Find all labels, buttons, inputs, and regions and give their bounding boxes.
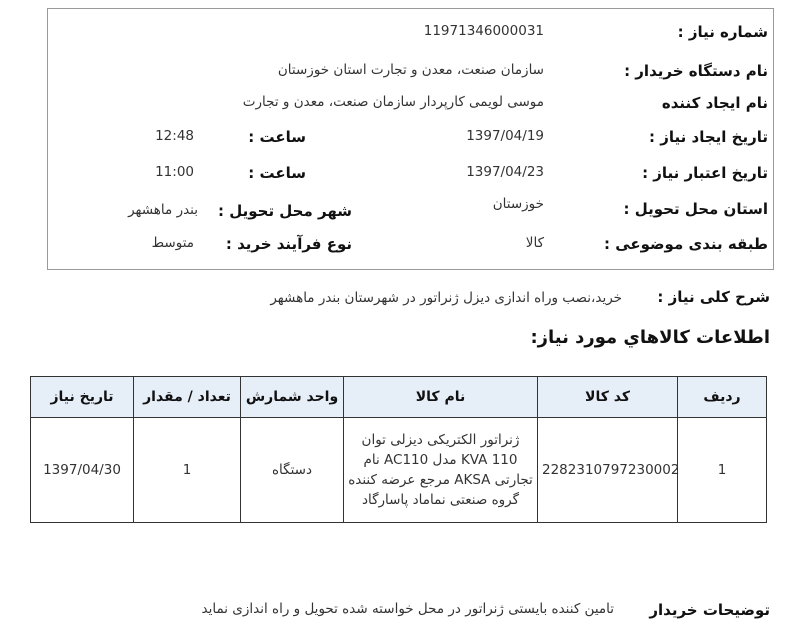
delivery-province-label: استان محل تحویل : xyxy=(623,200,768,218)
goods-name: ژنراتور الکتریکی دیزلی توان 110 KVA مدل AC110 نام تجارتی AKSA مرجع عرضه کننده گروه صنعتی نماماد پاسارگاد xyxy=(344,418,538,523)
valid-time-value: 11:00 xyxy=(155,164,194,180)
summary-value: خرید،نصب وراه اندازی دیزل ژنراتور در شهرستان بندر ماهشهر xyxy=(270,290,622,306)
valid-date-label: تاریخ اعتبار نیاز : xyxy=(642,164,768,182)
delivery-province-value: خوزستان xyxy=(492,196,544,212)
buyer-org-label: نام دستگاه خریدار : xyxy=(624,62,768,80)
tender-number-value: 11971346000031 xyxy=(423,23,544,39)
buyer-notes-value: تامین کننده بایستی ژنراتور در محل خواسته شده تحویل و راه اندازی نماید xyxy=(201,601,614,617)
buyer-notes-label: توضیحات خریدار xyxy=(649,601,770,619)
row-number: 1 xyxy=(678,418,767,523)
created-date-label: تاریخ ایجاد نیاز : xyxy=(649,128,768,146)
delivery-city-value: بندر ماهشهر xyxy=(128,202,198,218)
created-date-value: 1397/04/19 xyxy=(466,128,544,144)
tender-number-label: شماره نیاز : xyxy=(677,23,768,41)
goods-table-header xyxy=(31,377,767,418)
process-type-label: نوع فرآیند خرید : xyxy=(225,235,352,253)
header-quantity: تعداد / مقدار xyxy=(134,377,241,418)
header-need-date: تاریخ نیاز xyxy=(31,377,134,418)
creator-value: موسی لویمی کارپردار سازمان صنعت، معدن و تجارت xyxy=(242,94,544,110)
category-value: کالا xyxy=(525,235,544,251)
header-goods-name: نام کالا xyxy=(344,377,538,418)
created-time-label: ساعت : xyxy=(248,128,306,146)
delivery-city-label: شهر محل تحویل : xyxy=(217,202,352,220)
goods-table xyxy=(30,376,767,523)
category-label: طبقه بندی موضوعی : xyxy=(604,235,768,253)
created-time-value: 12:48 xyxy=(155,128,194,144)
unit: دستگاه xyxy=(241,418,344,523)
buyer-org-value: سازمان صنعت، معدن و تجارت استان خوزستان xyxy=(277,62,544,78)
table-row xyxy=(31,418,767,523)
summary-label: شرح کلی نیاز : xyxy=(657,288,770,306)
header-row-number: ردیف xyxy=(678,377,767,418)
process-type-value: متوسط xyxy=(151,235,194,251)
header-goods-code: کد کالا xyxy=(538,377,678,418)
quantity: 1 xyxy=(134,418,241,523)
header-unit: واحد شمارش xyxy=(241,377,344,418)
valid-date-value: 1397/04/23 xyxy=(466,164,544,180)
creator-label: نام ایجاد کننده xyxy=(661,94,768,112)
valid-time-label: ساعت : xyxy=(248,164,306,182)
need-date: 1397/04/30 xyxy=(31,418,134,523)
goods-section-title: اطلاعات كالاهاي مورد نياز: xyxy=(530,327,770,348)
goods-code: 2282310797230002 xyxy=(538,418,678,523)
